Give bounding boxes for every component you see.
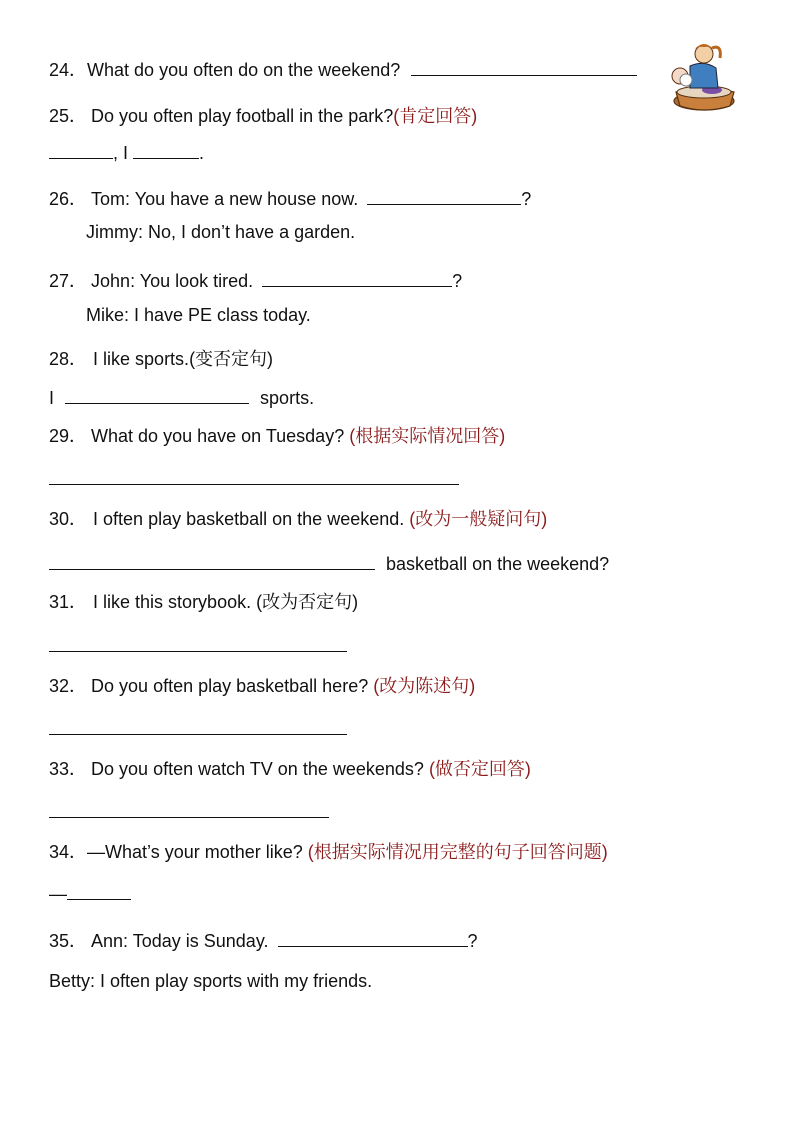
answer-blank[interactable] <box>49 553 375 570</box>
instruction-note: (肯定回答) <box>393 106 478 126</box>
question-text: I like sports. <box>93 349 190 369</box>
instruction-note: (根据实际情况回答) <box>349 426 506 446</box>
question-30 <box>49 508 547 530</box>
answer-line-25 <box>49 142 204 164</box>
answer-text: — <box>49 884 67 904</box>
question-number: 28． <box>49 349 88 369</box>
question-number: 33． <box>49 759 88 779</box>
answer-line-30 <box>49 553 609 575</box>
instruction-note: (改为一般疑问句) <box>409 509 548 529</box>
question-34 <box>49 841 608 863</box>
question-33 <box>49 758 531 780</box>
answer-text: basketball on the weekend? <box>386 554 610 574</box>
question-number: 24． <box>49 60 88 80</box>
answer-text: . <box>199 143 205 163</box>
answer-blank[interactable] <box>67 883 131 900</box>
answer-blank[interactable] <box>278 930 468 947</box>
instruction-note: (改为否定句) <box>256 592 359 612</box>
instruction-note: (根据实际情况用完整的句子回答问题) <box>307 842 608 862</box>
question-text: Tom: You have a new house now. <box>91 189 359 209</box>
question-number: 25． <box>49 106 88 126</box>
question-29 <box>49 425 505 447</box>
question-35 <box>49 930 478 952</box>
answer-blank[interactable] <box>49 142 113 159</box>
answer-blank[interactable] <box>411 59 637 76</box>
question-text: What do you have on Tuesday? <box>91 426 345 446</box>
question-number: 35． <box>49 931 88 951</box>
question-text: What do you often do on the weekend? <box>87 60 401 80</box>
question-text: Do you often play basketball here? <box>91 676 369 696</box>
instruction-note: (变否定句) <box>189 349 274 369</box>
question-number: 26． <box>49 189 88 209</box>
answer-line-33[interactable] <box>49 817 329 818</box>
question-text: Ann: Today is Sunday. <box>91 931 269 951</box>
question-text: —What’s your mother like? <box>87 842 303 862</box>
question-end: ? <box>521 189 532 209</box>
question-number: 32． <box>49 676 88 696</box>
person-washing-clothes-icon <box>668 38 742 114</box>
answer-blank[interactable] <box>262 270 452 287</box>
question-text: Do you often play football in the park? <box>91 106 394 126</box>
question-25 <box>49 105 477 127</box>
answer-blank[interactable] <box>65 387 249 404</box>
answer-line-29[interactable] <box>49 484 459 485</box>
question-number: 34． <box>49 842 88 862</box>
question-number: 27． <box>49 271 88 291</box>
answer-text: I <box>49 388 55 408</box>
answer-text: sports. <box>260 388 315 408</box>
answer-blank[interactable] <box>367 188 521 205</box>
answer-line-28 <box>49 387 314 409</box>
question-text: I often play basketball on the weekend. <box>93 509 405 529</box>
question-32 <box>49 675 475 697</box>
question-24 <box>49 59 637 81</box>
answer-text: , I <box>113 143 129 163</box>
question-text: John: You look tired. <box>91 271 254 291</box>
question-number: 29． <box>49 426 88 446</box>
answer-blank[interactable] <box>133 142 199 159</box>
answer-line-34 <box>49 883 131 905</box>
answer-line-31[interactable] <box>49 651 347 652</box>
reply-35: Betty: I often play sports with my friends. <box>49 971 373 991</box>
question-31 <box>49 591 358 613</box>
question-text: I like this storybook. <box>93 592 252 612</box>
question-number: 31． <box>49 592 88 612</box>
reply-27: Mike: I have PE class today. <box>86 305 311 325</box>
question-26 <box>49 188 531 210</box>
question-end: ? <box>467 931 478 951</box>
question-27 <box>49 270 462 292</box>
reply-26: Jimmy: No, I don’t have a garden. <box>86 222 356 242</box>
question-28 <box>49 348 273 370</box>
instruction-note: (改为陈述句) <box>373 676 476 696</box>
question-number: 30． <box>49 509 88 529</box>
answer-line-32[interactable] <box>49 734 347 735</box>
instruction-note: (做否定回答) <box>428 759 531 779</box>
question-text: Do you often watch TV on the weekends? <box>91 759 424 779</box>
question-end: ? <box>452 271 463 291</box>
